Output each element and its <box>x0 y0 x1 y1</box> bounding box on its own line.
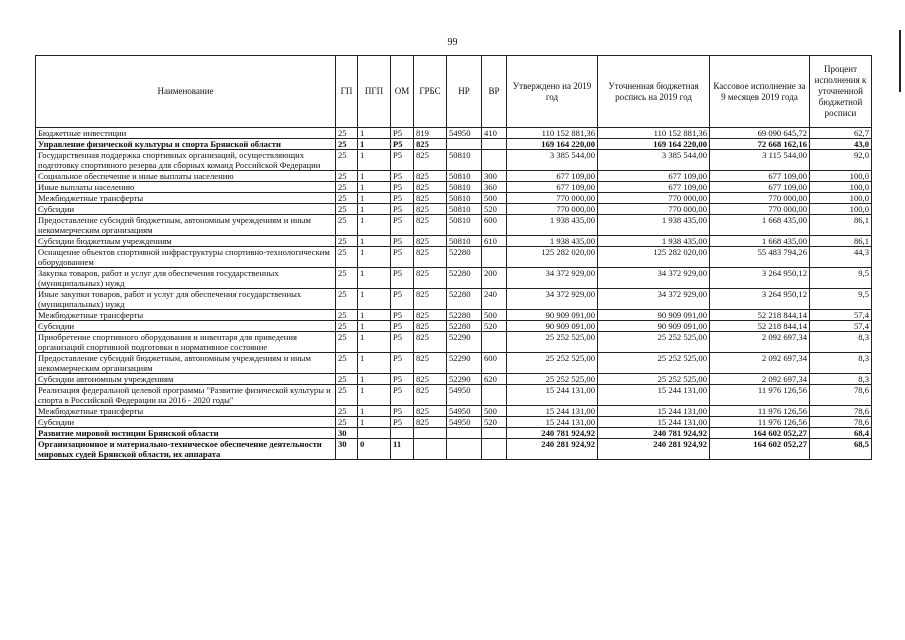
vr-cell: 500 <box>482 193 507 204</box>
vr-cell <box>482 139 507 150</box>
om-cell: Р5 <box>391 310 414 321</box>
ppgp-cell: 1 <box>358 310 391 321</box>
approved-amount-cell: 677 109,00 <box>507 182 598 193</box>
approved-amount-cell: 15 244 131,00 <box>507 417 598 428</box>
approved-amount-cell: 34 372 929,00 <box>507 289 598 310</box>
approved-amount-cell: 90 909 091,00 <box>507 310 598 321</box>
grbs-cell: 825 <box>414 139 447 150</box>
vr-cell <box>482 428 507 439</box>
clarified-amount-cell: 25 252 525,00 <box>598 353 710 374</box>
percent-cell: 62,7 <box>810 128 872 139</box>
cash-execution-cell: 1 668 435,00 <box>710 236 810 247</box>
cash-execution-cell: 11 976 126,56 <box>710 417 810 428</box>
np-cell: 54950 <box>447 128 482 139</box>
table-row <box>36 193 872 204</box>
grbs-cell: 825 <box>414 236 447 247</box>
cash-execution-cell: 1 668 435,00 <box>710 215 810 236</box>
np-cell <box>447 428 482 439</box>
percent-cell: 57,4 <box>810 321 872 332</box>
grbs-cell <box>414 428 447 439</box>
np-cell: 50810 <box>447 215 482 236</box>
name-cell: Управление физической культуры и спорта Брянской области <box>36 139 336 150</box>
vr-cell: 600 <box>482 353 507 374</box>
clarified-amount-cell: 90 909 091,00 <box>598 310 710 321</box>
ppgp-cell: 1 <box>358 215 391 236</box>
gp-cell: 25 <box>336 193 358 204</box>
approved-amount-cell: 1 938 435,00 <box>507 215 598 236</box>
grbs-cell: 825 <box>414 215 447 236</box>
ppgp-cell <box>358 428 391 439</box>
cash-execution-cell: 770 000,00 <box>710 204 810 215</box>
table-row <box>36 182 872 193</box>
clarified-amount-cell: 34 372 929,00 <box>598 268 710 289</box>
name-cell: Реализация федеральной целевой программы "Развитие физической культуры и спорта в Российской Федерации на 2016 - 2020 годы" <box>36 385 336 406</box>
gp-cell: 25 <box>336 289 358 310</box>
approved-amount-cell: 125 282 020,00 <box>507 247 598 268</box>
np-cell: 50810 <box>447 236 482 247</box>
cash-execution-cell: 69 090 645,72 <box>710 128 810 139</box>
clarified-amount-cell: 1 938 435,00 <box>598 215 710 236</box>
gp-cell: 25 <box>336 310 358 321</box>
om-cell: Р5 <box>391 182 414 193</box>
percent-cell: 57,4 <box>810 310 872 321</box>
om-cell: Р5 <box>391 353 414 374</box>
header-approved: Утверждено на 2019 год <box>507 56 598 128</box>
percent-cell: 9,5 <box>810 289 872 310</box>
name-cell: Субсидии <box>36 204 336 215</box>
percent-cell: 100,0 <box>810 171 872 182</box>
ppgp-cell: 1 <box>358 289 391 310</box>
gp-cell: 25 <box>336 332 358 353</box>
grbs-cell: 825 <box>414 268 447 289</box>
vr-cell <box>482 247 507 268</box>
header-vr: ВР <box>482 56 507 128</box>
percent-cell: 78,6 <box>810 385 872 406</box>
om-cell <box>391 428 414 439</box>
page-edge-mark <box>899 30 901 92</box>
ppgp-cell: 1 <box>358 374 391 385</box>
table-row <box>36 310 872 321</box>
grbs-cell: 819 <box>414 128 447 139</box>
approved-amount-cell: 15 244 131,00 <box>507 385 598 406</box>
clarified-amount-cell: 90 909 091,00 <box>598 321 710 332</box>
table-row <box>36 128 872 139</box>
cash-execution-cell: 2 092 697,34 <box>710 374 810 385</box>
gp-cell: 25 <box>336 215 358 236</box>
table-row <box>36 374 872 385</box>
np-cell: 50810 <box>447 204 482 215</box>
clarified-amount-cell: 15 244 131,00 <box>598 385 710 406</box>
table-row <box>36 439 872 460</box>
np-cell: 52280 <box>447 310 482 321</box>
table-row <box>36 215 872 236</box>
grbs-cell: 825 <box>414 150 447 171</box>
percent-cell: 78,6 <box>810 406 872 417</box>
table-row <box>36 417 872 428</box>
cash-execution-cell: 2 092 697,34 <box>710 353 810 374</box>
percent-cell: 9,5 <box>810 268 872 289</box>
table-body <box>36 128 872 460</box>
vr-cell: 520 <box>482 417 507 428</box>
approved-amount-cell: 169 164 220,00 <box>507 139 598 150</box>
clarified-amount-cell: 770 000,00 <box>598 193 710 204</box>
percent-cell: 8,3 <box>810 374 872 385</box>
om-cell: Р5 <box>391 374 414 385</box>
vr-cell: 300 <box>482 171 507 182</box>
cash-execution-cell: 52 218 844,14 <box>710 321 810 332</box>
grbs-cell: 825 <box>414 289 447 310</box>
grbs-cell: 825 <box>414 247 447 268</box>
name-cell: Субсидии бюджетным учреждениям <box>36 236 336 247</box>
approved-amount-cell: 90 909 091,00 <box>507 321 598 332</box>
om-cell: Р5 <box>391 385 414 406</box>
clarified-amount-cell: 125 282 020,00 <box>598 247 710 268</box>
np-cell: 52280 <box>447 321 482 332</box>
ppgp-cell: 0 <box>358 439 391 460</box>
table-row <box>36 247 872 268</box>
np-cell: 52290 <box>447 353 482 374</box>
clarified-amount-cell: 240 781 924,92 <box>598 428 710 439</box>
vr-cell: 520 <box>482 321 507 332</box>
approved-amount-cell: 3 385 544,00 <box>507 150 598 171</box>
grbs-cell: 825 <box>414 385 447 406</box>
clarified-amount-cell: 770 000,00 <box>598 204 710 215</box>
percent-cell: 68,4 <box>810 428 872 439</box>
np-cell: 54950 <box>447 417 482 428</box>
approved-amount-cell: 34 372 929,00 <box>507 268 598 289</box>
name-cell: Организационное и материально-техническое обеспечение деятельности мировых судей Брянской области, их аппарата <box>36 439 336 460</box>
om-cell: Р5 <box>391 289 414 310</box>
np-cell <box>447 139 482 150</box>
name-cell: Бюджетные инвестиции <box>36 128 336 139</box>
table-row <box>36 236 872 247</box>
clarified-amount-cell: 15 244 131,00 <box>598 417 710 428</box>
gp-cell: 25 <box>336 247 358 268</box>
header-ppgp: ПГП <box>358 56 391 128</box>
clarified-amount-cell: 677 109,00 <box>598 182 710 193</box>
name-cell: Субсидии автономным учреждениям <box>36 374 336 385</box>
percent-cell: 8,3 <box>810 332 872 353</box>
percent-cell: 86,1 <box>810 215 872 236</box>
cash-execution-cell: 72 668 162,16 <box>710 139 810 150</box>
grbs-cell: 825 <box>414 182 447 193</box>
clarified-amount-cell: 15 244 131,00 <box>598 406 710 417</box>
gp-cell: 25 <box>336 374 358 385</box>
name-cell: Социальное обеспечение и иные выплаты населению <box>36 171 336 182</box>
grbs-cell <box>414 439 447 460</box>
table-row <box>36 332 872 353</box>
om-cell: Р5 <box>391 150 414 171</box>
name-cell: Предоставление субсидий бюджетным, автономным учреждениям и иным некоммерческим организациям <box>36 353 336 374</box>
percent-cell: 86,1 <box>810 236 872 247</box>
ppgp-cell: 1 <box>358 171 391 182</box>
om-cell: Р5 <box>391 247 414 268</box>
header-name: Наименование <box>36 56 336 128</box>
clarified-amount-cell: 34 372 929,00 <box>598 289 710 310</box>
name-cell: Субсидии <box>36 321 336 332</box>
ppgp-cell: 1 <box>358 204 391 215</box>
table-row <box>36 171 872 182</box>
gp-cell: 25 <box>336 353 358 374</box>
np-cell: 52280 <box>447 268 482 289</box>
grbs-cell: 825 <box>414 332 447 353</box>
vr-cell: 500 <box>482 310 507 321</box>
cash-execution-cell: 3 115 544,00 <box>710 150 810 171</box>
np-cell: 54950 <box>447 385 482 406</box>
vr-cell: 520 <box>482 204 507 215</box>
name-cell: Государственная поддержка спортивных организаций, осуществляющих подготовку спортивного резерва для сборных команд Российской Федерации <box>36 150 336 171</box>
np-cell: 52280 <box>447 247 482 268</box>
vr-cell <box>482 385 507 406</box>
cash-execution-cell: 3 264 950,12 <box>710 268 810 289</box>
vr-cell: 600 <box>482 215 507 236</box>
table-row <box>36 204 872 215</box>
np-cell: 50810 <box>447 150 482 171</box>
approved-amount-cell: 677 109,00 <box>507 171 598 182</box>
header-grbs: ГРБС <box>414 56 447 128</box>
om-cell: Р5 <box>391 215 414 236</box>
approved-amount-cell: 1 938 435,00 <box>507 236 598 247</box>
name-cell: Развитие мировой юстиции Брянской области <box>36 428 336 439</box>
np-cell: 50810 <box>447 171 482 182</box>
grbs-cell: 825 <box>414 310 447 321</box>
om-cell: Р5 <box>391 406 414 417</box>
name-cell: Субсидии <box>36 417 336 428</box>
grbs-cell: 825 <box>414 417 447 428</box>
om-cell: Р5 <box>391 204 414 215</box>
gp-cell: 25 <box>336 268 358 289</box>
percent-cell: 100,0 <box>810 182 872 193</box>
vr-cell <box>482 332 507 353</box>
approved-amount-cell: 240 281 924,92 <box>507 439 598 460</box>
grbs-cell: 825 <box>414 171 447 182</box>
cash-execution-cell: 11 976 126,56 <box>710 385 810 406</box>
page-number: 99 <box>447 37 458 48</box>
ppgp-cell: 1 <box>358 182 391 193</box>
ppgp-cell: 1 <box>358 236 391 247</box>
vr-cell: 620 <box>482 374 507 385</box>
ppgp-cell: 1 <box>358 139 391 150</box>
table-row <box>36 268 872 289</box>
om-cell: 11 <box>391 439 414 460</box>
ppgp-cell: 1 <box>358 385 391 406</box>
ppgp-cell: 1 <box>358 150 391 171</box>
name-cell: Оснащение объектов спортивной инфраструктуры спортивно-технологическим оборудованием <box>36 247 336 268</box>
vr-cell: 500 <box>482 406 507 417</box>
table-row <box>36 353 872 374</box>
gp-cell: 25 <box>336 171 358 182</box>
approved-amount-cell: 770 000,00 <box>507 204 598 215</box>
ppgp-cell: 1 <box>358 417 391 428</box>
approved-amount-cell: 770 000,00 <box>507 193 598 204</box>
gp-cell: 30 <box>336 428 358 439</box>
gp-cell: 25 <box>336 385 358 406</box>
clarified-amount-cell: 677 109,00 <box>598 171 710 182</box>
om-cell: Р5 <box>391 139 414 150</box>
clarified-amount-cell: 1 938 435,00 <box>598 236 710 247</box>
clarified-amount-cell: 25 252 525,00 <box>598 332 710 353</box>
gp-cell: 25 <box>336 321 358 332</box>
name-cell: Межбюджетные трансферты <box>36 310 336 321</box>
percent-cell: 100,0 <box>810 193 872 204</box>
percent-cell: 92,0 <box>810 150 872 171</box>
percent-cell: 100,0 <box>810 204 872 215</box>
gp-cell: 25 <box>336 236 358 247</box>
vr-cell: 610 <box>482 236 507 247</box>
om-cell: Р5 <box>391 417 414 428</box>
np-cell: 52290 <box>447 374 482 385</box>
header-np: НР <box>447 56 482 128</box>
cash-execution-cell: 164 602 052,27 <box>710 428 810 439</box>
ppgp-cell: 1 <box>358 247 391 268</box>
grbs-cell: 825 <box>414 193 447 204</box>
om-cell: Р5 <box>391 128 414 139</box>
table-row <box>36 139 872 150</box>
gp-cell: 25 <box>336 150 358 171</box>
vr-cell: 240 <box>482 289 507 310</box>
np-cell: 52290 <box>447 332 482 353</box>
percent-cell: 43,0 <box>810 139 872 150</box>
gp-cell: 25 <box>336 417 358 428</box>
vr-cell <box>482 439 507 460</box>
ppgp-cell: 1 <box>358 268 391 289</box>
percent-cell: 8,3 <box>810 353 872 374</box>
name-cell: Иные закупки товаров, работ и услуг для обеспечения государственных (муниципальных) нужд <box>36 289 336 310</box>
table-row <box>36 289 872 310</box>
np-cell: 54950 <box>447 406 482 417</box>
table-header-row <box>36 56 872 128</box>
cash-execution-cell: 677 109,00 <box>710 182 810 193</box>
grbs-cell: 825 <box>414 374 447 385</box>
om-cell: Р5 <box>391 321 414 332</box>
cash-execution-cell: 11 976 126,56 <box>710 406 810 417</box>
cash-execution-cell: 2 092 697,34 <box>710 332 810 353</box>
table-row <box>36 321 872 332</box>
gp-cell: 25 <box>336 204 358 215</box>
ppgp-cell: 1 <box>358 193 391 204</box>
cash-execution-cell: 52 218 844,14 <box>710 310 810 321</box>
approved-amount-cell: 25 252 525,00 <box>507 332 598 353</box>
np-cell: 52280 <box>447 289 482 310</box>
om-cell: Р5 <box>391 332 414 353</box>
ppgp-cell: 1 <box>358 406 391 417</box>
table-row <box>36 428 872 439</box>
clarified-amount-cell: 110 152 881,36 <box>598 128 710 139</box>
name-cell: Межбюджетные трансферты <box>36 193 336 204</box>
gp-cell: 25 <box>336 139 358 150</box>
ppgp-cell: 1 <box>358 321 391 332</box>
approved-amount-cell: 15 244 131,00 <box>507 406 598 417</box>
gp-cell: 25 <box>336 406 358 417</box>
header-gp: ГП <box>336 56 358 128</box>
np-cell <box>447 439 482 460</box>
approved-amount-cell: 25 252 525,00 <box>507 353 598 374</box>
table-row <box>36 385 872 406</box>
grbs-cell: 825 <box>414 204 447 215</box>
om-cell: Р5 <box>391 171 414 182</box>
vr-cell: 360 <box>482 182 507 193</box>
om-cell: Р5 <box>391 193 414 204</box>
name-cell: Закупка товаров, работ и услуг для обеспечения государственных (муниципальных) нужд <box>36 268 336 289</box>
approved-amount-cell: 240 781 924,92 <box>507 428 598 439</box>
header-percent: Процент исполнения к уточненной бюджетной росписи <box>810 56 872 128</box>
vr-cell: 410 <box>482 128 507 139</box>
clarified-amount-cell: 25 252 525,00 <box>598 374 710 385</box>
name-cell: Предоставление субсидий бюджетным, автономным учреждениям и иным некоммерческим организациям <box>36 215 336 236</box>
gp-cell: 25 <box>336 182 358 193</box>
om-cell: Р5 <box>391 268 414 289</box>
ppgp-cell: 1 <box>358 332 391 353</box>
ppgp-cell: 1 <box>358 128 391 139</box>
approved-amount-cell: 25 252 525,00 <box>507 374 598 385</box>
budget-table <box>35 55 872 460</box>
percent-cell: 78,6 <box>810 417 872 428</box>
cash-execution-cell: 3 264 950,12 <box>710 289 810 310</box>
header-clarified: Уточненная бюджетная роспись на 2019 год <box>598 56 710 128</box>
percent-cell: 68,5 <box>810 439 872 460</box>
ppgp-cell: 1 <box>358 353 391 374</box>
percent-cell: 44,3 <box>810 247 872 268</box>
grbs-cell: 825 <box>414 353 447 374</box>
np-cell: 50810 <box>447 182 482 193</box>
gp-cell: 25 <box>336 128 358 139</box>
approved-amount-cell: 110 152 881,36 <box>507 128 598 139</box>
vr-cell: 200 <box>482 268 507 289</box>
om-cell: Р5 <box>391 236 414 247</box>
table-row <box>36 406 872 417</box>
name-cell: Межбюджетные трансферты <box>36 406 336 417</box>
gp-cell: 30 <box>336 439 358 460</box>
table-row <box>36 150 872 171</box>
cash-execution-cell: 55 483 794,26 <box>710 247 810 268</box>
grbs-cell: 825 <box>414 321 447 332</box>
cash-execution-cell: 770 000,00 <box>710 193 810 204</box>
clarified-amount-cell: 3 385 544,00 <box>598 150 710 171</box>
name-cell: Иные выплаты населению <box>36 182 336 193</box>
np-cell: 50810 <box>447 193 482 204</box>
grbs-cell: 825 <box>414 406 447 417</box>
vr-cell <box>482 150 507 171</box>
name-cell: Приобретение спортивного оборудования и инвентаря для приведения организаций спортивной подготовки в нормативное состояние <box>36 332 336 353</box>
header-om: ОМ <box>391 56 414 128</box>
clarified-amount-cell: 169 164 220,00 <box>598 139 710 150</box>
cash-execution-cell: 677 109,00 <box>710 171 810 182</box>
clarified-amount-cell: 240 281 924,92 <box>598 439 710 460</box>
cash-execution-cell: 164 602 052,27 <box>710 439 810 460</box>
header-cash: Кассовое исполнение за 9 месяцев 2019 года <box>710 56 810 128</box>
